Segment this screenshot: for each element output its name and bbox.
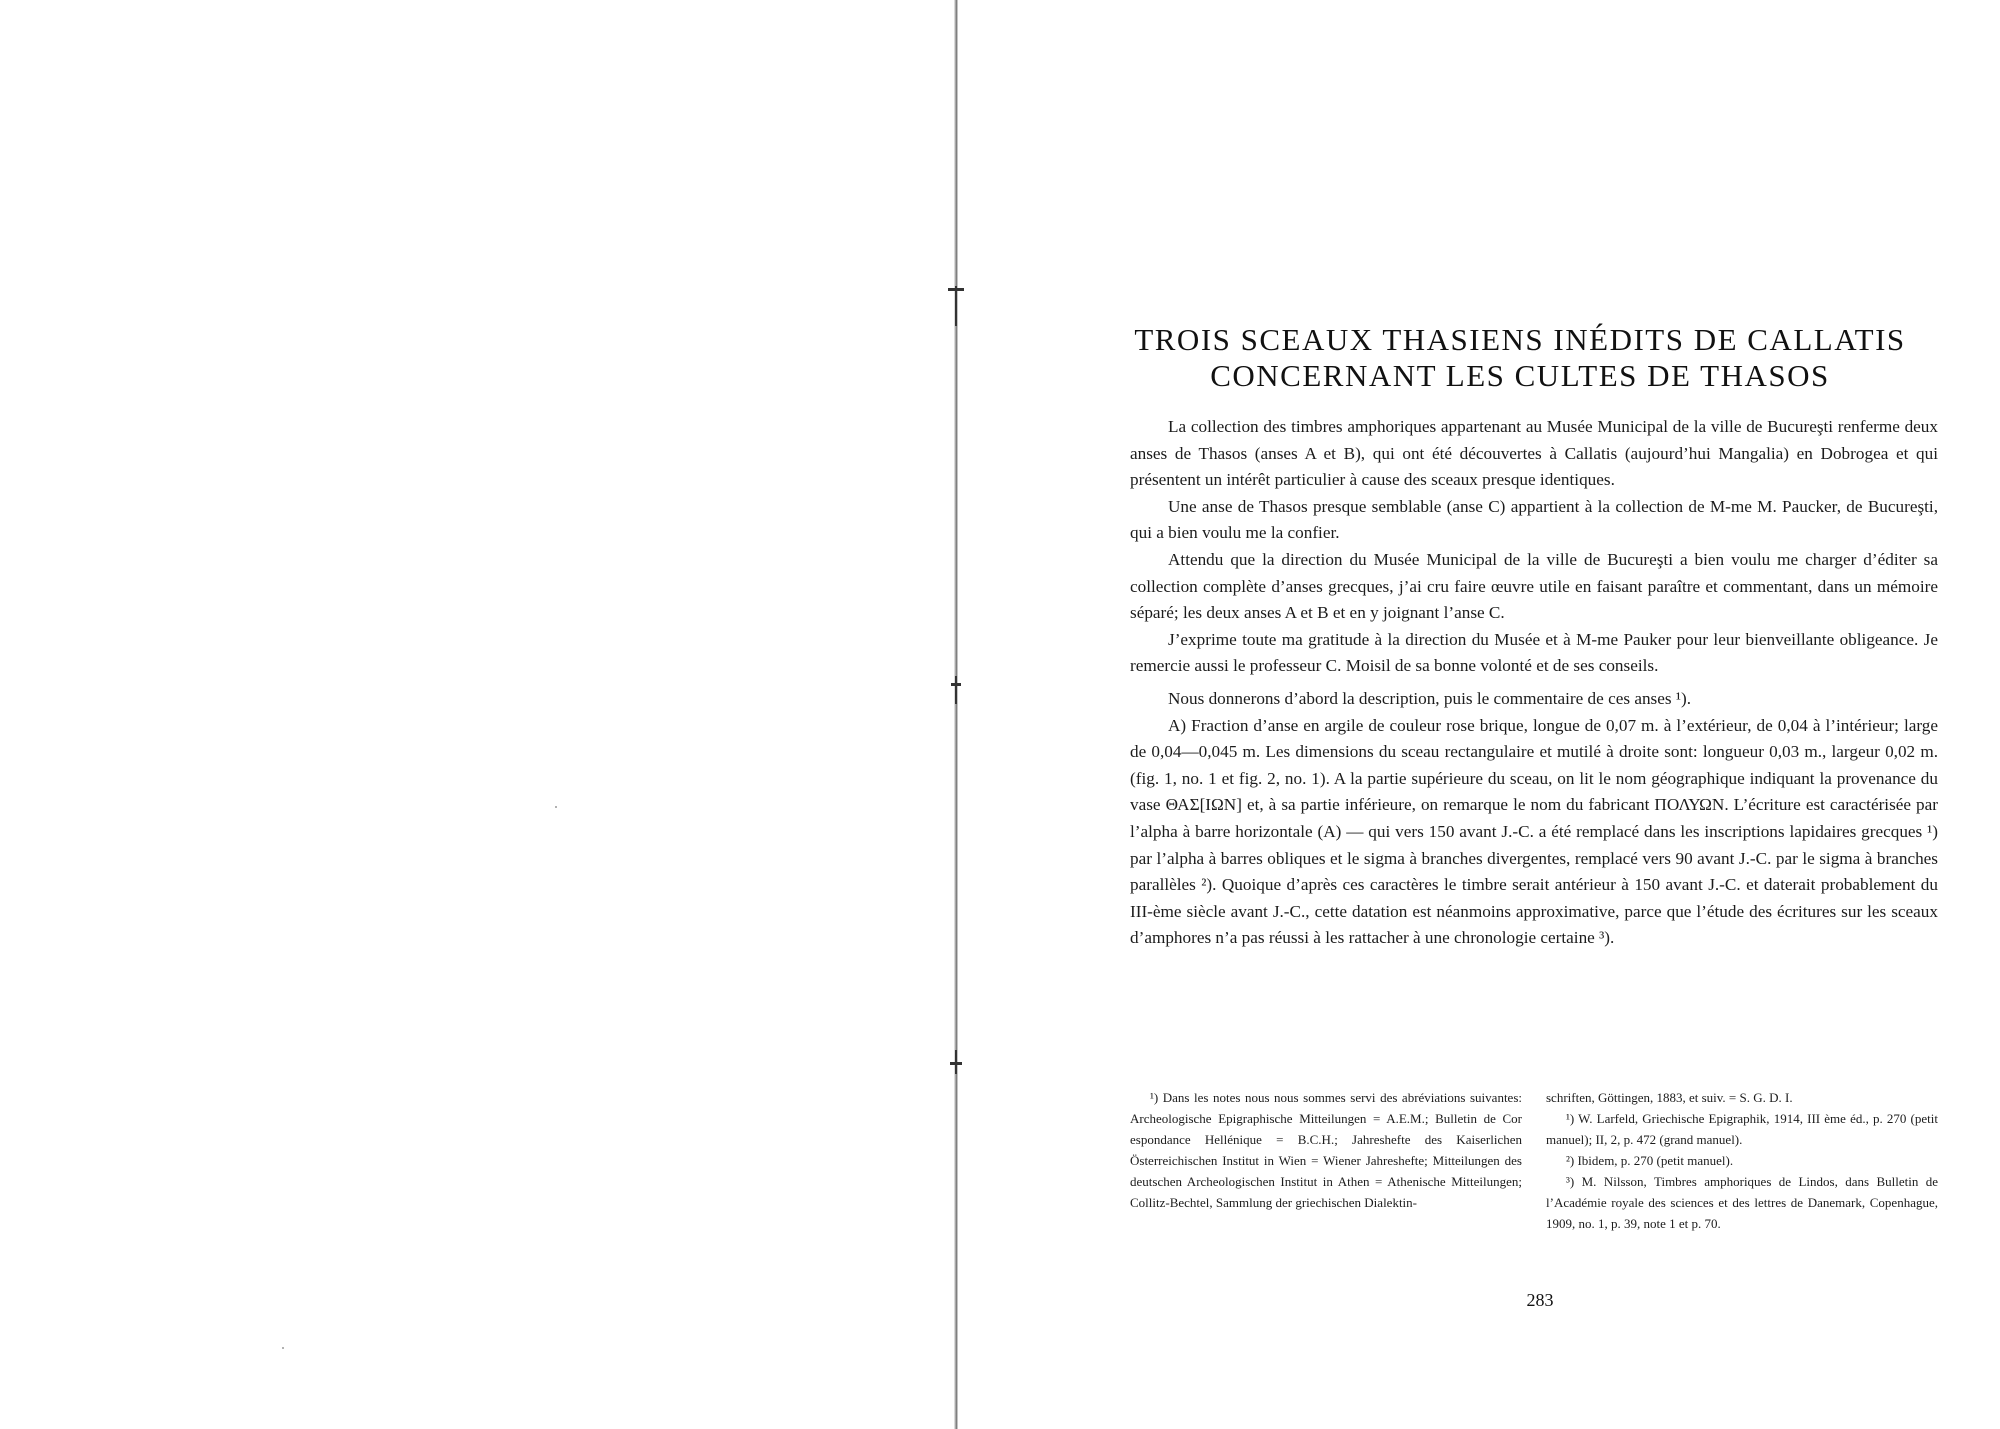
paragraph-description: Nous donnerons d’abord la description, puis le commentaire de ces anses ¹). (1168, 688, 1692, 708)
footnote-3: ³) M. Nilsson, Timbres amphoriques de Lindos, dans Bulletin de l’Académie royale des sciences et des lettres de Danemark, Copenhague, 1909, no. 1, p. 39, note 1 et p. 70. (1546, 1174, 1938, 1231)
title-line-1: TROIS SCEAUX THASIENS INÉDITS DE CALLATIS (1134, 322, 1906, 357)
footnote-1: ¹) W. Larfeld, Griechische Epigraphik, 1914, III ème éd., p. 270 (petit manuel); II, 2, p. 472 (grand manuel). (1546, 1111, 1938, 1147)
gutter-binding-mark (955, 676, 957, 704)
paragraph-anse-c: Une anse de Thasos presque semblable (anse C) appartient à la collection de M-me M. Paucker, de Bucureşti, qui a bien voulu me la confier. (1130, 496, 1938, 543)
paragraph-direction: Attendu que la direction du Musée Municipal de la ville de Bucureşti a bien voulu me charger d’éditer sa collection complète d’anses grecques, j’ai cru faire œuvre utile en faisant paraître et commentant, dans un mémoire séparé; les deux anses A et B et en y joignant l’anse C. (1130, 549, 1938, 623)
footnotes-right-column (1546, 1087, 1938, 1234)
footnotes (1130, 1087, 1938, 1234)
article-title (1090, 322, 1950, 394)
footnote-2: ²) Ibidem, p. 270 (petit manuel). (1566, 1153, 1734, 1168)
page-number: 283 (1526, 1290, 1554, 1310)
paragraph-anse-a: A) Fraction d’anse en argile de couleur rose brique, longue de 0,07 m. à l’extérieur, de 0,04 à l’intérieur; large de 0,04—0,045 m. Les dimensions du sceau rectangulaire et mutilé à droite sont: longueur 0,03 m., largeur 0,02 m. (fig. 1, no. 1 et fig. 2, no. 1). A la partie supérieure du sceau, on lit le nom géographique indiquant la provenance du vase ΘΑΣ[ΙΩΝ] et, à sa partie inférieure, on remarque le nom du fabricant ΠΟΛΥΩΝ. L’écriture est caractérisée par l’alpha à barre horizontale (A) — qui vers 150 avant J.-C. a été remplacé dans les inscriptions lapidaires grecques ¹) par l’alpha à barres obliques et le sigma à branches divergentes, remplacé vers 90 avant J.-C. par le sigma à branches parallèles ²). Quoique d’après ces caractères le timbre serait antérieur à 150 avant J.-C. et daterait probablement du III-ème siècle avant J.-C., cette datation est néanmoins approximative, parce que l’étude des écritures sur les sceaux d’amphores n’a pas réussi à les rattacher à une chronologie certaine ³). (1130, 715, 1938, 948)
paragraph-intro: La collection des timbres amphoriques appartenant au Musée Municipal de la ville de Bucureşti renferme deux anses de Thasos (anses A et B), qui ont été découvertes à Callatis (aujourd’hui Mangalia) en Dobrogea et qui présentent un intérêt particulier à cause des sceaux presque identiques. (1130, 417, 1938, 490)
gutter-binding-mark (955, 286, 957, 326)
footnote-abbreviations: ¹) Dans les notes nous nous sommes servi des abréviations suivantes: Archeologische Epigraphische Mitteilungen = A.E.M.; Bulletin de Cor espondance Hellénique = B.C.H.; Jahreshefte des Kaiserlichen Österreichischen Institut in Wien = Wiener Jahreshefte; Mitteilungen des deutschen Archeologischen Institut in Athen = Athenische Mitteilungen; Collitz-Bechtel, Sammlung der griechischen Dialektin- (1130, 1090, 1522, 1210)
paper-speck (282, 1347, 284, 1349)
footnotes-left-column (1130, 1087, 1522, 1234)
left-blank-page (0, 0, 955, 1429)
paper-speck (555, 806, 557, 808)
article-body (1130, 414, 1938, 952)
paragraph-gratitude: J’exprime toute ma gratitude à la direction du Musée et à M-me Pauker pour leur bienveillante obligeance. Je remercie aussi le professeur C. Moisil de sa bonne volonté et de ses conseils. (1130, 629, 1938, 676)
title-line-2: CONCERNANT LES CULTES DE THASOS (1210, 358, 1830, 393)
footnote-continuation: schriften, Göttingen, 1883, et suiv. = S. G. D. I. (1546, 1090, 1793, 1105)
